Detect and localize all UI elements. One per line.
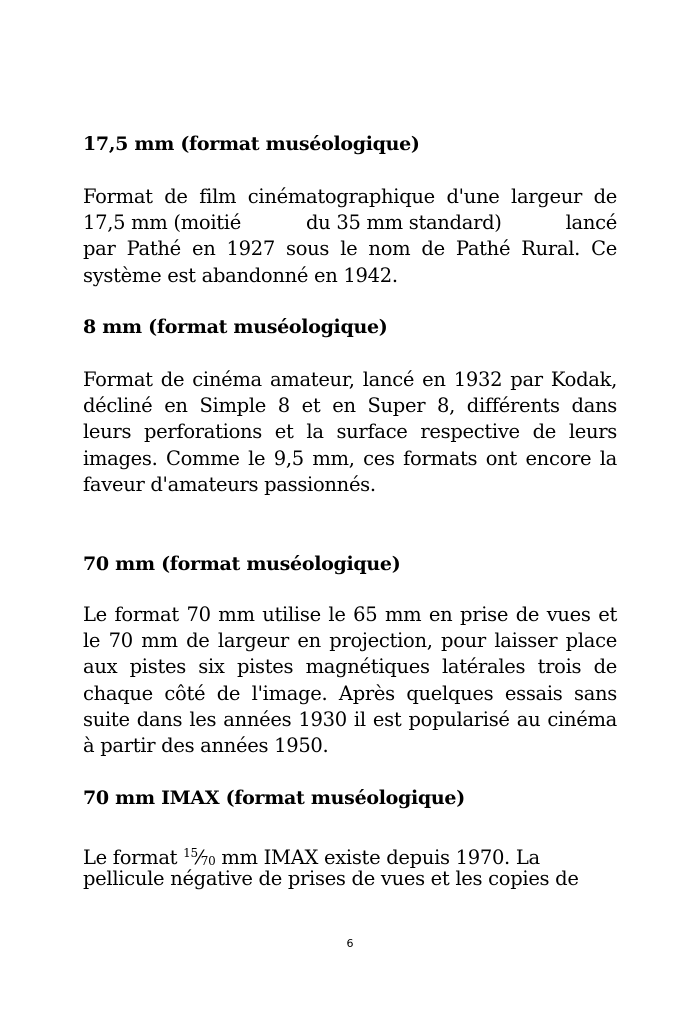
section-heading-70mm: 70 mm (format muséologique) <box>83 553 401 575</box>
paragraph-line: à partir des années 1950. <box>83 733 329 757</box>
section-paragraph-70mm <box>83 602 617 759</box>
line-fragment: mm IMAX existe depuis 1970. La <box>221 846 540 869</box>
paragraph-line: faveur d'amateurs passionnés. <box>83 472 376 496</box>
fraction-slash: ⁄ <box>197 846 201 869</box>
paragraph-line: leurs perforations et la surface respective de leurs <box>83 420 617 444</box>
paragraph-line: chaque côté de l'image. Après quelques essais sans <box>83 681 617 705</box>
paragraph-line: Le format 70 mm utilise le 65 mm en prise de vues et <box>83 603 617 626</box>
paragraph-line: décliné en Simple 8 et en Super 8, différents dans <box>83 394 617 418</box>
paragraph-line-composite <box>83 840 617 869</box>
paragraph-line: images. Comme le 9,5 mm, ces formats ont encore la <box>83 446 617 470</box>
paragraph-line: le 70 mm de largeur en projection, pour laisser place <box>83 629 617 653</box>
line-fragment: Le format <box>83 846 178 869</box>
section-paragraph-17-5mm <box>83 184 617 289</box>
paragraph-line: par Pathé en 1927 sous le nom de Pathé Rural. Ce <box>83 237 617 261</box>
section-heading-8mm: 8 mm (format muséologique) <box>83 316 388 338</box>
page-number: 6 <box>346 937 354 950</box>
paragraph-line: aux pistes six pistes magnétiques latérales trois de <box>83 655 617 679</box>
paragraph-line: pellicule négative de prises de vues et les copies de <box>83 867 579 891</box>
paragraph-line: système est abandonné en 1942. <box>83 263 398 287</box>
section-heading-70mm-imax: 70 mm IMAX (format muséologique) <box>83 787 465 809</box>
line-fragment: du 35 mm standard) <box>306 211 502 235</box>
fraction-numerator: 15 <box>183 846 198 860</box>
paragraph-line: suite dans les années 1930 il est popularisé au cinéma <box>83 707 617 731</box>
paragraph-line-composite <box>83 210 617 236</box>
paragraph-line: Format de film cinématographique d'une largeur de <box>83 185 617 208</box>
section-paragraph-8mm <box>83 367 617 498</box>
fraction-denominator: 70 <box>200 854 216 868</box>
paragraph-line: Format de cinéma amateur, lancé en 1932 par Kodak, <box>83 368 617 391</box>
section-heading-17-5mm: 17,5 mm (format muséologique) <box>83 133 420 155</box>
line-fragment: lancé <box>565 211 617 235</box>
line-fragment: 17,5 mm (moitié <box>83 211 241 235</box>
section-paragraph-70mm-imax <box>83 840 617 892</box>
